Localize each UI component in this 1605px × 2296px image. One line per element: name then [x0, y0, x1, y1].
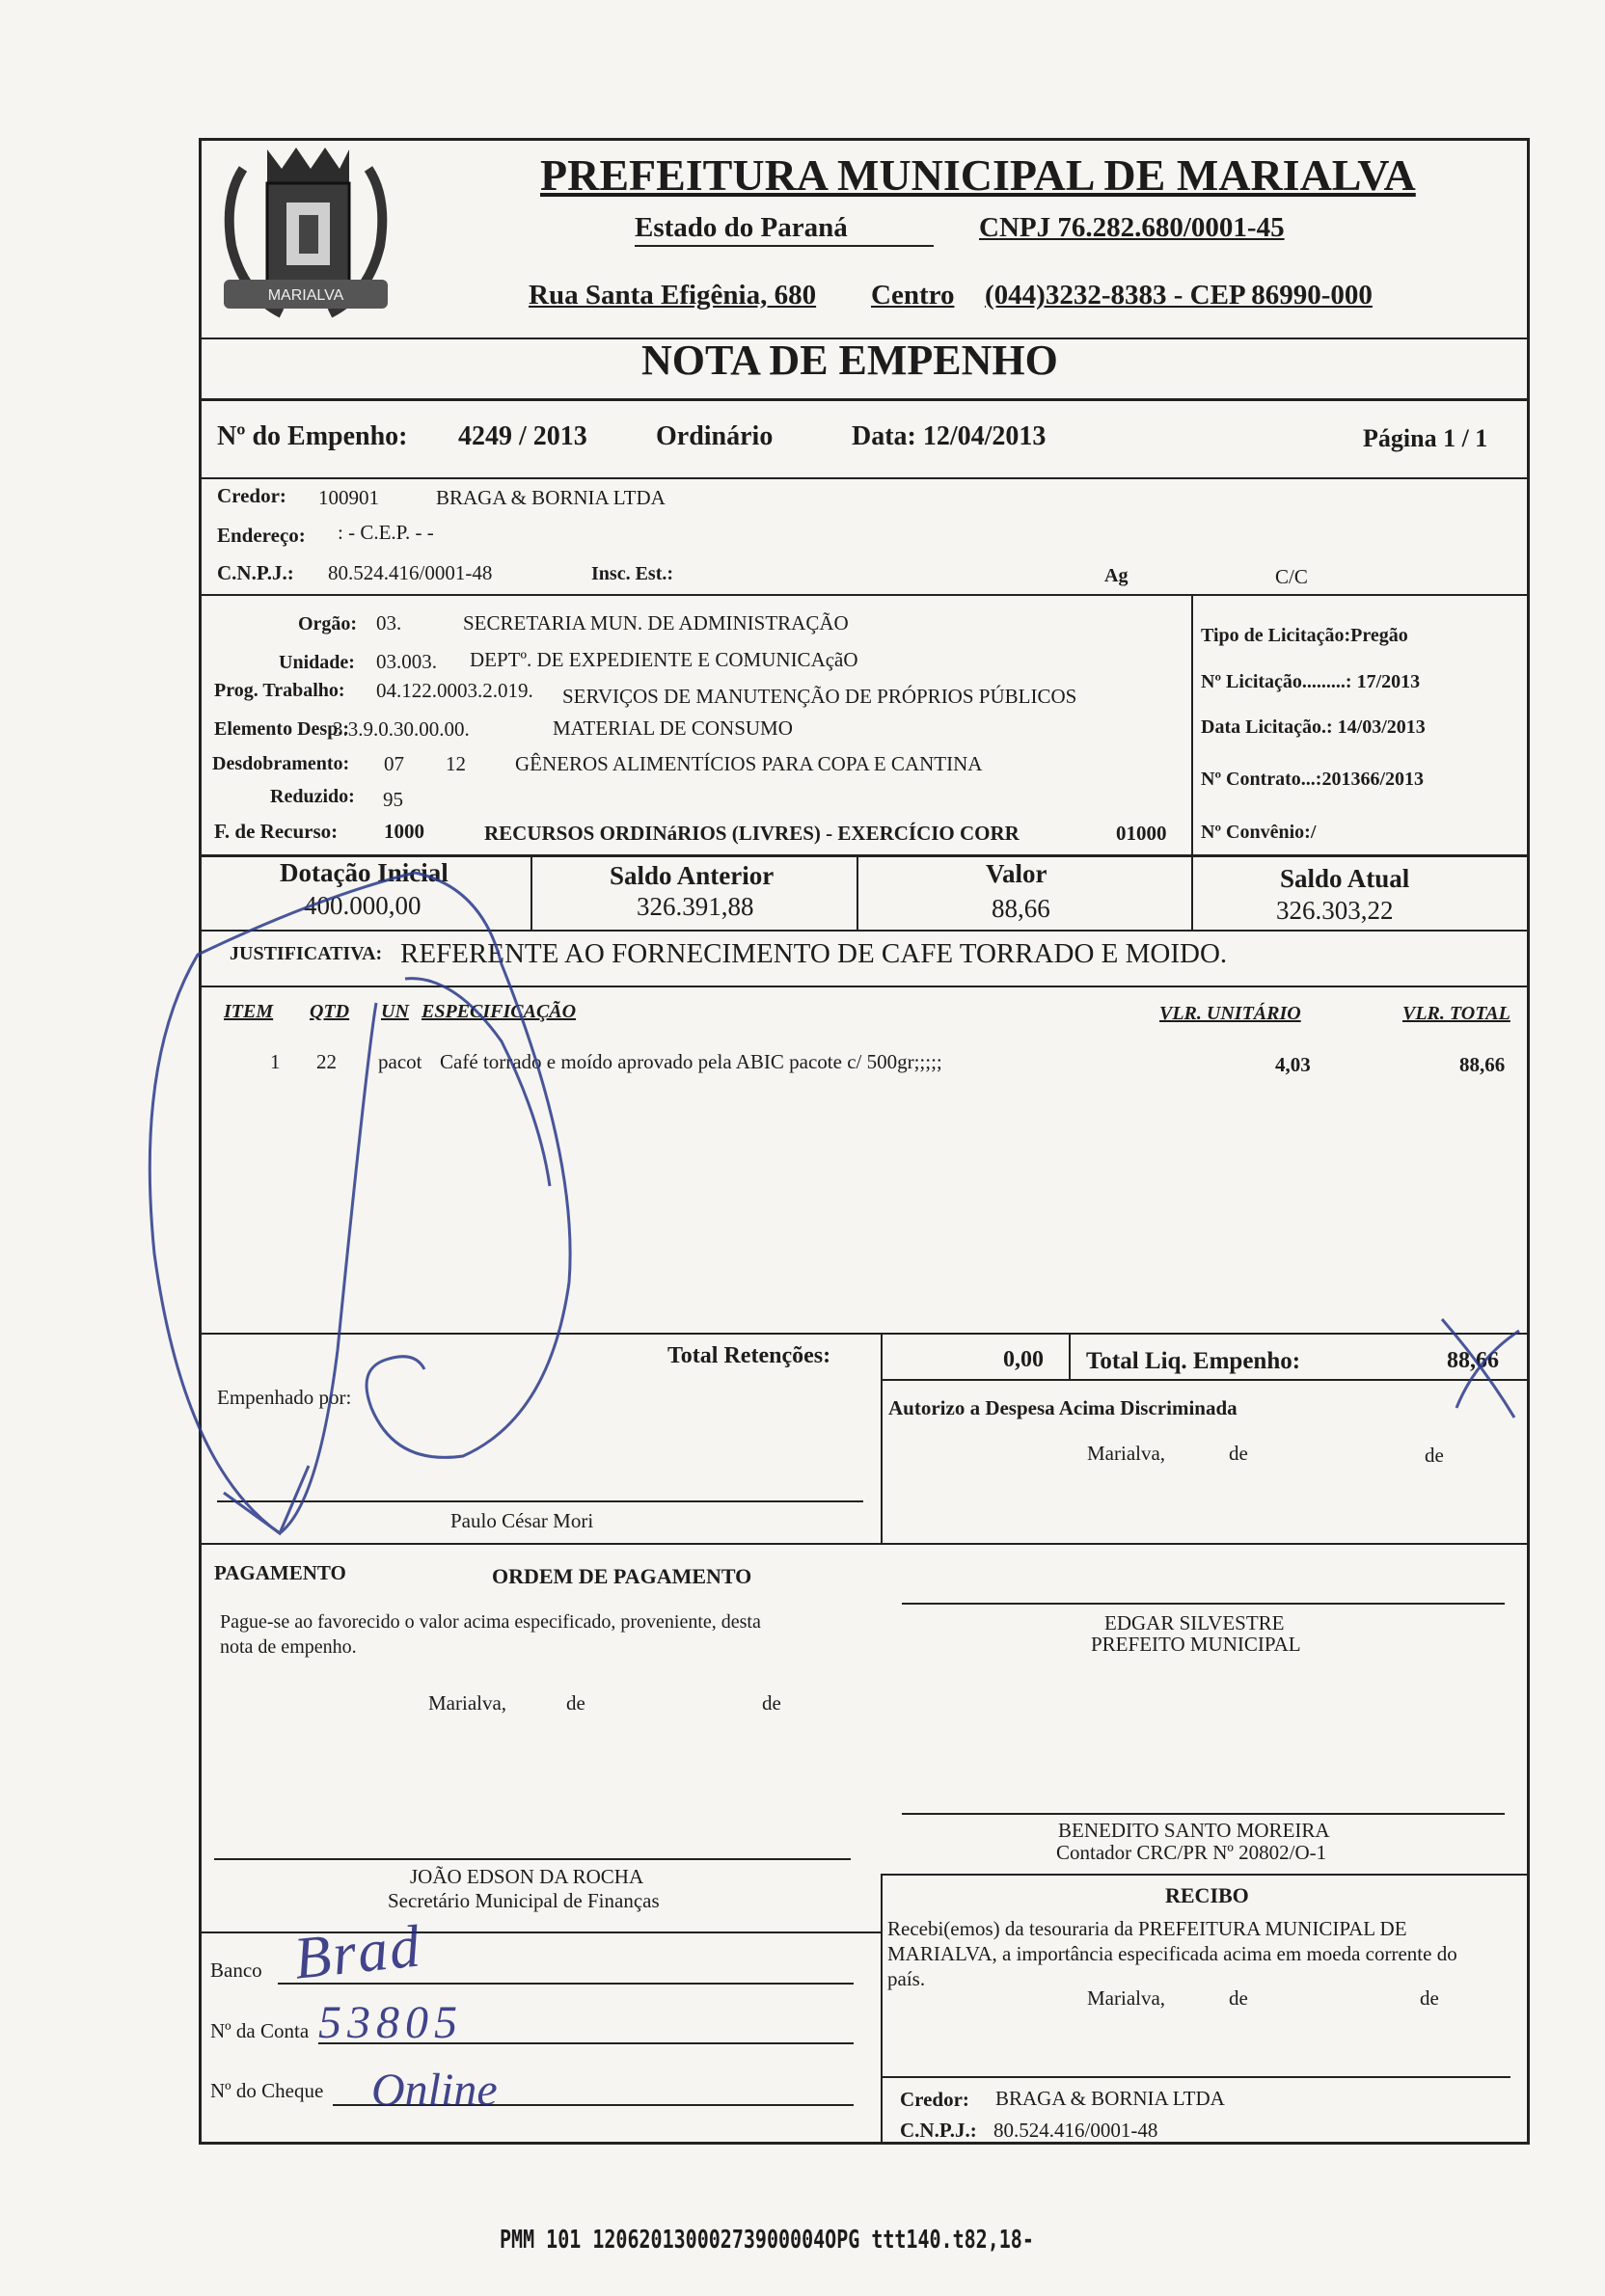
fonte-recurso-code2: 01000: [1116, 822, 1167, 845]
pagamento-de1: de: [566, 1691, 585, 1715]
tipo-licitacao: Tipo de Licitação:Pregão: [1201, 625, 1408, 646]
pagamento-de2: de: [762, 1691, 781, 1715]
municipal-seal: [214, 130, 397, 328]
autorizo-de1: de: [1229, 1442, 1248, 1465]
cheque-label: Nº do Cheque: [210, 2079, 324, 2102]
autorizo-label: Autorizo a Despesa Acima Discriminada: [888, 1396, 1238, 1419]
row-valor-unitario: 4,03: [1275, 1053, 1311, 1076]
reduzido-value: 95: [383, 788, 403, 811]
credor-code: 100901: [318, 486, 379, 509]
elemento-label: Elemento Desp.:: [214, 718, 349, 740]
empenho-label: Nº do Empenho:: [217, 421, 408, 451]
empenho-date: Data: 12/04/2013: [852, 421, 1047, 451]
prog-name: SERVIÇOS DE MANUTENÇÃO DE PRÓPRIOS PÚBLICOS: [562, 685, 1077, 708]
secretario-name: JOÃO EDSON DA ROCHA: [410, 1865, 644, 1888]
desdobramento-a: 07: [384, 752, 404, 775]
cheque-handwritten: Online: [371, 2065, 498, 2116]
prefeito-title: PREFEITO MUNICIPAL: [1091, 1633, 1301, 1656]
address-value: : - C.E.P. - -: [338, 521, 434, 544]
col-un: UN: [381, 1001, 409, 1022]
cnpj-label: C.N.P.J.:: [217, 561, 294, 584]
ordem-pagamento-label: ORDEM DE PAGAMENTO: [492, 1564, 752, 1588]
recibo-cnpj-label: C.N.P.J.:: [900, 2119, 977, 2142]
total-retencoes-value: 0,00: [1003, 1347, 1044, 1372]
seal-ribbon-text: MARIALVA: [267, 287, 344, 304]
credor-label: Credor:: [217, 484, 286, 507]
saldo-anterior-label: Saldo Anterior: [610, 861, 775, 890]
recibo-de1: de: [1229, 1986, 1248, 2010]
orgao-label: Orgão:: [298, 613, 358, 635]
conta-handwritten: 53805: [318, 1997, 463, 2048]
data-licitacao: Data Licitação.: 14/03/2013: [1201, 716, 1426, 738]
dotacao-inicial-value: 400.000,00: [304, 891, 422, 920]
orgao-code: 03.: [376, 611, 402, 635]
fonte-recurso-code: 1000: [384, 820, 424, 843]
banco-label: Banco: [210, 1958, 262, 1982]
col-qtd: QTD: [310, 1001, 350, 1022]
credor-name: BRAGA & BORNIA LTDA: [436, 486, 666, 509]
recibo-cnpj-value: 80.524.416/0001-48: [993, 2119, 1158, 2142]
recibo-credor-value: BRAGA & BORNIA LTDA: [995, 2087, 1225, 2110]
pagamento-text-1: Pague-se ao favorecido o valor acima especificado, proveniente, desta: [220, 1611, 761, 1633]
city-cnpj: CNPJ 76.282.680/0001-45: [979, 212, 1285, 243]
row-item: 1: [270, 1050, 281, 1073]
phone-cep: (044)3232-8383 - CEP 86990-000: [985, 280, 1373, 311]
col-item: ITEM: [224, 1001, 274, 1022]
reduzido-label: Reduzido:: [270, 786, 355, 807]
row-qtd: 22: [316, 1050, 337, 1073]
fonte-recurso-name: RECURSOS ORDINáRIOS (LIVRES) - EXERCÍCIO CORR: [484, 822, 1020, 845]
page-title: PREFEITURA MUNICIPAL DE MARIALVA: [540, 150, 1416, 200]
valor-value: 88,66: [992, 894, 1050, 923]
pagamento-text-2: nota de empenho.: [220, 1636, 357, 1658]
valor-label: Valor: [986, 859, 1047, 888]
row-especificacao: Café torrado e moído aprovado pela ABIC pacote c/ 500gr;;;;;: [440, 1050, 942, 1073]
orgao-name: SECRETARIA MUN. DE ADMINISTRAÇÃO: [463, 611, 849, 635]
contador-title: Contador CRC/PR Nº 20802/O-1: [1056, 1841, 1327, 1864]
prog-label: Prog. Trabalho:: [214, 680, 345, 701]
unidade-label: Unidade:: [279, 652, 355, 673]
recibo-title: RECIBO: [1165, 1883, 1249, 1907]
empenho-number: 4249 / 2013: [458, 421, 587, 451]
ag-label: Ag: [1104, 565, 1129, 586]
empenhado-label: Empenhado por:: [217, 1386, 352, 1409]
prefeito-name: EDGAR SILVESTRE: [1104, 1611, 1285, 1634]
saldo-atual-value: 326.303,22: [1276, 896, 1394, 925]
desdobramento-label: Desdobramento:: [212, 753, 350, 774]
contador-name: BENEDITO SANTO MOREIRA: [1058, 1819, 1330, 1842]
prog-code: 04.122.0003.2.019.: [376, 679, 533, 702]
recibo-de2: de: [1420, 1986, 1439, 2010]
fonte-recurso-label: F. de Recurso:: [214, 820, 339, 843]
recibo-line-1: Recebi(emos) da tesouraria da PREFEITURA MUNICIPAL DE: [887, 1917, 1407, 1940]
empenho-type: Ordinário: [656, 421, 774, 451]
elemento-code: 3.3.9.0.30.00.00.: [333, 717, 470, 741]
autorizo-de2: de: [1425, 1444, 1444, 1467]
col-valor-total: VLR. TOTAL: [1402, 1003, 1510, 1024]
total-retencoes-label: Total Retenções:: [667, 1343, 831, 1368]
dotacao-inicial-label: Dotação Inicial: [280, 858, 449, 887]
justificativa-label: JUSTIFICATIVA:: [230, 943, 383, 964]
insc-label: Insc. Est.:: [591, 563, 674, 584]
pagamento-label: PAGAMENTO: [214, 1561, 346, 1584]
autorizo-place: Marialva,: [1087, 1442, 1166, 1465]
conta-label: Nº da Conta: [210, 2019, 310, 2042]
street-address: Rua Santa Efigênia, 680: [529, 280, 817, 311]
footer-code: PMM 101 12062013000273900004OPG ttt140.t82,18-: [500, 2224, 1034, 2255]
numero-contrato: Nº Contrato...:201366/2013: [1201, 769, 1425, 790]
numero-licitacao: Nº Licitação.........: 17/2013: [1201, 671, 1421, 692]
state-name: Estado do Paraná: [635, 212, 848, 243]
total-liquido-value: 88,66: [1447, 1348, 1499, 1373]
row-un: pacot: [378, 1050, 422, 1073]
recibo-line-2: MARIALVA, a importância especificada acima em moeda corrente do: [887, 1942, 1457, 1965]
numero-convenio: Nº Convênio:/: [1201, 822, 1317, 843]
recibo-line-3: país.: [887, 1967, 926, 1990]
secretario-title: Secretário Municipal de Finanças: [388, 1889, 660, 1912]
col-especificacao: ESPECIFICAÇÃO: [422, 1001, 577, 1022]
district-name: Centro: [871, 280, 955, 311]
desdobramento-name: GÊNEROS ALIMENTÍCIOS PARA COPA E CANTINA: [515, 752, 983, 775]
justificativa-text: REFERENTE AO FORNECIMENTO DE CAFE TORRADO E MOIDO.: [400, 938, 1228, 969]
row-valor-total: 88,66: [1459, 1053, 1506, 1076]
unidade-name: DEPTº. DE EXPEDIENTE E COMUNICAçãO: [470, 648, 858, 671]
saldo-atual-label: Saldo Atual: [1280, 864, 1410, 893]
pagamento-place: Marialva,: [428, 1691, 507, 1715]
elemento-name: MATERIAL DE CONSUMO: [553, 716, 793, 740]
total-liquido-label: Total Liq. Empenho:: [1086, 1348, 1301, 1374]
cnpj-value: 80.524.416/0001-48: [328, 561, 493, 584]
banco-handwritten: Brad: [290, 1913, 425, 1992]
saldo-anterior-value: 326.391,88: [637, 892, 754, 921]
empenhado-name: Paulo César Mori: [450, 1509, 594, 1532]
col-valor-unitario: VLR. UNITÁRIO: [1159, 1003, 1301, 1024]
page-number: Página 1 / 1: [1363, 424, 1488, 452]
cc-label: C/C: [1275, 565, 1308, 588]
document-title: NOTA DE EMPENHO: [641, 337, 1058, 384]
recibo-credor-label: Credor:: [900, 2088, 969, 2111]
desdobramento-b: 12: [446, 752, 466, 775]
recibo-place: Marialva,: [1087, 1986, 1166, 2010]
address-label: Endereço:: [217, 524, 306, 547]
unidade-code: 03.003.: [376, 650, 437, 673]
